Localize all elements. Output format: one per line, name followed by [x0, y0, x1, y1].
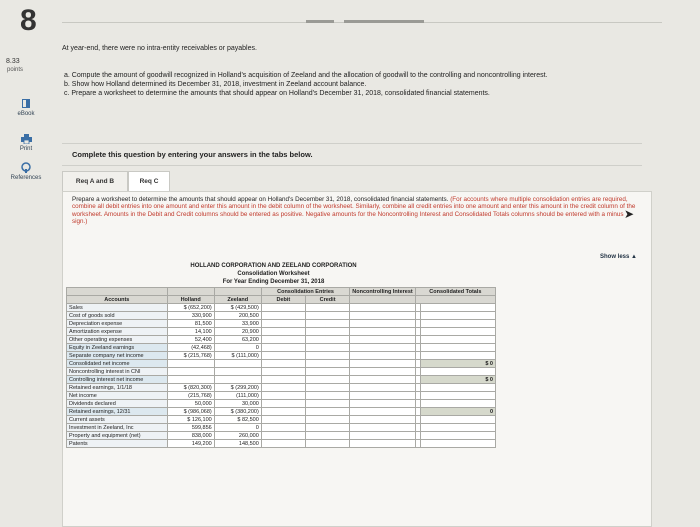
- nci-input[interactable]: [350, 376, 416, 384]
- nci-input[interactable]: [350, 320, 416, 328]
- instructions-note: (For accounts where multiple consolidation entries are required, combine all debit entries into one amount and enter this amount in the debit column of the worksheet. Similarly, combine all credit entries into one amount and enter this amount in the credit column of the worksheet. Amounts in the Debit and Credit columns should be entered as positive. Negative amounts for the Noncontrolling Interest and Consolidated Totals columns should be entered with a minus sign.): [72, 196, 636, 226]
- zeeland-cell: (111,000): [214, 392, 261, 400]
- holland-cell: 81,500: [167, 320, 214, 328]
- task-a: a. Compute the amount of goodwill recognized in Holland's acquisition of Zeeland and the allocation of goodwill to the controlling and noncontrolling interest.: [64, 72, 548, 79]
- nci-input[interactable]: [350, 344, 416, 352]
- consolidated-total-cell[interactable]: [420, 384, 495, 392]
- ws-title-period: For Year Ending December 31, 2018: [222, 279, 325, 285]
- print-label: Print: [19, 146, 33, 152]
- account-cell: Retained earnings, 12/31: [67, 408, 168, 416]
- nci-input[interactable]: [350, 392, 416, 400]
- credit-header: Credit: [305, 296, 349, 304]
- points-label: points: [7, 67, 24, 73]
- account-cell: Investment in Zeeland, Inc: [67, 424, 168, 432]
- ws-header-row-2: [67, 296, 496, 304]
- nci-input[interactable]: [350, 352, 416, 360]
- zeeland-cell: 30,000: [214, 400, 261, 408]
- cursor-icon: ➤: [624, 207, 635, 221]
- nci-input[interactable]: [350, 304, 416, 312]
- debit-input[interactable]: [261, 408, 305, 416]
- account-cell: Equity in Zeeland earnings: [67, 344, 168, 352]
- nci-input[interactable]: [350, 440, 416, 448]
- consolidated-total-cell: $ 0: [420, 360, 495, 368]
- holland-cell: $ 126,100: [167, 416, 214, 424]
- nci-subheader: [350, 296, 416, 304]
- top-divider: [62, 22, 662, 23]
- credit-input[interactable]: [305, 416, 349, 424]
- references-icon: [21, 162, 31, 173]
- debit-input[interactable]: [261, 352, 305, 360]
- holland-cell: [167, 376, 214, 384]
- zeeland-cell: $ (380,200): [214, 408, 261, 416]
- ws-title-company: HOLLAND CORPORATION AND ZEELAND CORPORATION: [190, 263, 357, 269]
- zeeland-cell: $ 82,500: [214, 416, 261, 424]
- consolidated-total-cell[interactable]: [420, 344, 495, 352]
- debit-input[interactable]: [261, 320, 305, 328]
- account-cell: Other operating expenses: [67, 336, 168, 344]
- holland-cell: 599,856: [167, 424, 214, 432]
- references-label: References: [10, 175, 42, 181]
- consolidated-total-cell[interactable]: [420, 400, 495, 408]
- consolidated-total-cell[interactable]: [420, 312, 495, 320]
- table-row: [67, 440, 496, 448]
- consolidated-total-cell[interactable]: [420, 336, 495, 344]
- credit-input[interactable]: [305, 320, 349, 328]
- consolidated-totals-header: Consolidated Totals: [415, 288, 495, 296]
- credit-input[interactable]: [305, 344, 349, 352]
- account-cell: Amortization expense: [67, 328, 168, 336]
- account-cell: Noncontrolling interest in CNI: [67, 368, 168, 376]
- credit-input[interactable]: [305, 384, 349, 392]
- credit-input[interactable]: [305, 336, 349, 344]
- credit-input[interactable]: [305, 304, 349, 312]
- nci-input[interactable]: [350, 368, 416, 376]
- nci-header: Noncontrolling Interest: [350, 288, 416, 296]
- credit-input[interactable]: [305, 360, 349, 368]
- debit-input[interactable]: [261, 328, 305, 336]
- table-row: [67, 360, 496, 368]
- table-row: [67, 312, 496, 320]
- zeeland-cell: [214, 368, 261, 376]
- show-less-link[interactable]: Show less ▲: [600, 254, 637, 260]
- ws-blank-header: [214, 288, 261, 296]
- ws-title-type: Consolidation Worksheet: [237, 271, 310, 277]
- nci-input[interactable]: [350, 408, 416, 416]
- table-row: [67, 384, 496, 392]
- question-number: 8: [20, 4, 37, 37]
- zeeland-cell: 0: [214, 344, 261, 352]
- account-cell: Controlling interest net income: [67, 376, 168, 384]
- holland-cell: $ (652,200): [167, 304, 214, 312]
- table-row: [67, 320, 496, 328]
- consolidated-total-cell: $ 0: [420, 376, 495, 384]
- table-row: [67, 344, 496, 352]
- totals-subheader: [415, 296, 495, 304]
- debit-input[interactable]: [261, 432, 305, 440]
- credit-input[interactable]: [305, 312, 349, 320]
- credit-input[interactable]: [305, 408, 349, 416]
- accounts-header: Accounts: [67, 296, 168, 304]
- print-link[interactable]: [4, 134, 48, 152]
- table-row: [67, 408, 496, 416]
- nci-input[interactable]: [350, 424, 416, 432]
- nci-input[interactable]: [350, 400, 416, 408]
- task-b: b. Show how Holland determined its December 31, 2018, investment in Zeeland account balance.: [64, 81, 367, 88]
- debit-input[interactable]: [261, 336, 305, 344]
- consolidated-total-cell[interactable]: [420, 328, 495, 336]
- account-cell: Dividends declared: [67, 400, 168, 408]
- table-row: [67, 304, 496, 312]
- consolidated-total-cell[interactable]: [420, 368, 495, 376]
- debit-input[interactable]: [261, 304, 305, 312]
- zeeland-cell: 200,500: [214, 312, 261, 320]
- credit-input[interactable]: [305, 400, 349, 408]
- table-row: [67, 424, 496, 432]
- credit-input[interactable]: [305, 440, 349, 448]
- consolidated-total-cell[interactable]: [420, 432, 495, 440]
- account-cell: Cost of goods sold: [67, 312, 168, 320]
- table-row: [67, 416, 496, 424]
- nci-input[interactable]: [350, 384, 416, 392]
- zeeland-cell: [214, 360, 261, 368]
- worksheet-instructions: [72, 196, 638, 226]
- debit-input[interactable]: [261, 424, 305, 432]
- consolidated-total-cell[interactable]: [420, 304, 495, 312]
- zeeland-cell: 0: [214, 424, 261, 432]
- credit-input[interactable]: [305, 432, 349, 440]
- zeeland-cell: 148,500: [214, 440, 261, 448]
- holland-cell: $ (820,300): [167, 384, 214, 392]
- holland-cell: $ (986,068): [167, 408, 214, 416]
- debit-input[interactable]: [261, 376, 305, 384]
- credit-input[interactable]: [305, 376, 349, 384]
- debit-input[interactable]: [261, 344, 305, 352]
- holland-cell: [167, 360, 214, 368]
- credit-input[interactable]: [305, 328, 349, 336]
- holland-cell: $ (215,768): [167, 352, 214, 360]
- holland-cell: 50,000: [167, 400, 214, 408]
- credit-input[interactable]: [305, 352, 349, 360]
- debit-header: Debit: [261, 296, 305, 304]
- zeeland-cell: $ (429,500): [214, 304, 261, 312]
- account-cell: Net income: [67, 392, 168, 400]
- debit-input[interactable]: [261, 440, 305, 448]
- holland-cell: 149,200: [167, 440, 214, 448]
- zeeland-cell: 33,900: [214, 320, 261, 328]
- account-cell: Sales: [67, 304, 168, 312]
- debit-input[interactable]: [261, 384, 305, 392]
- tab-req-a-and-b[interactable]: Req A and B: [62, 171, 128, 193]
- points-value: 8.33: [6, 58, 20, 65]
- zeeland-cell: 260,000: [214, 432, 261, 440]
- holland-cell: 52,400: [167, 336, 214, 344]
- credit-input[interactable]: [305, 424, 349, 432]
- table-row: [67, 400, 496, 408]
- consolidated-total-cell: 0: [420, 408, 495, 416]
- ws-blank-header: [167, 288, 214, 296]
- account-cell: Patents: [67, 440, 168, 448]
- consolidated-total-cell[interactable]: [420, 416, 495, 424]
- task-list: [64, 72, 584, 99]
- printer-icon: [21, 134, 32, 144]
- table-row: [67, 392, 496, 400]
- holland-cell: (42,468): [167, 344, 214, 352]
- intro-text: At year-end, there were no intra-entity receivables or payables.: [62, 45, 257, 52]
- credit-input[interactable]: [305, 392, 349, 400]
- holland-cell: 330,900: [167, 312, 214, 320]
- account-cell: Property and equipment (net): [67, 432, 168, 440]
- zeeland-cell: 63,200: [214, 336, 261, 344]
- account-cell: Separate company net income: [67, 352, 168, 360]
- consolidation-entries-header: Consolidation Entries: [261, 288, 349, 296]
- zeeland-cell: $ (111,000): [214, 352, 261, 360]
- table-row: [67, 352, 496, 360]
- ws-blank-header: [67, 288, 168, 296]
- nci-input[interactable]: [350, 432, 416, 440]
- ws-header-row-1: [67, 288, 496, 296]
- holland-cell: 838,000: [167, 432, 214, 440]
- zeeland-header: Zeeland: [214, 296, 261, 304]
- consolidated-total-cell[interactable]: [420, 352, 495, 360]
- divider-segment: [344, 20, 424, 23]
- consolidated-total-cell[interactable]: [420, 320, 495, 328]
- zeeland-cell: 20,900: [214, 328, 261, 336]
- table-row: [67, 368, 496, 376]
- table-row: [67, 376, 496, 384]
- tab-req-c[interactable]: Req C: [128, 171, 170, 193]
- table-row: [67, 328, 496, 336]
- zeeland-cell: $ (299,200): [214, 384, 261, 392]
- debit-input[interactable]: [261, 392, 305, 400]
- ebook-link[interactable]: [4, 98, 48, 117]
- consolidated-total-cell[interactable]: [420, 440, 495, 448]
- table-row: [67, 432, 496, 440]
- holland-cell: [167, 368, 214, 376]
- nci-input[interactable]: [350, 312, 416, 320]
- nci-input[interactable]: [350, 336, 416, 344]
- consolidated-total-cell[interactable]: [420, 424, 495, 432]
- consolidated-total-cell[interactable]: [420, 392, 495, 400]
- holland-cell: (215,768): [167, 392, 214, 400]
- nci-input[interactable]: [350, 328, 416, 336]
- credit-input[interactable]: [305, 368, 349, 376]
- ebook-label: eBook: [17, 111, 35, 117]
- zeeland-cell: [214, 376, 261, 384]
- account-cell: Consolidated net income: [67, 360, 168, 368]
- task-c: c. Prepare a worksheet to determine the amounts that should appear on Holland's December 31, 2018, consolidated financial statements.: [64, 90, 490, 97]
- debit-input[interactable]: [261, 416, 305, 424]
- book-icon: [21, 98, 31, 109]
- nci-input[interactable]: [350, 360, 416, 368]
- table-row: [67, 336, 496, 344]
- consolidation-worksheet: [66, 287, 496, 448]
- account-cell: Current assets: [67, 416, 168, 424]
- nci-input[interactable]: [350, 416, 416, 424]
- account-cell: Depreciation expense: [67, 320, 168, 328]
- divider-segment: [306, 20, 334, 23]
- instructions-main: Prepare a worksheet to determine the amounts that should appear on Holland's December 31, 2018, consolidated financial statements.: [72, 196, 449, 203]
- holland-header: Holland: [167, 296, 214, 304]
- holland-cell: 14,100: [167, 328, 214, 336]
- debit-input[interactable]: [261, 400, 305, 408]
- references-link[interactable]: [4, 162, 48, 181]
- debit-input[interactable]: [261, 368, 305, 376]
- account-cell: Retained earnings, 1/1/18: [67, 384, 168, 392]
- debit-input[interactable]: [261, 360, 305, 368]
- complete-instruction: Complete this question by entering your answers in the tabs below.: [62, 143, 642, 166]
- debit-input[interactable]: [261, 312, 305, 320]
